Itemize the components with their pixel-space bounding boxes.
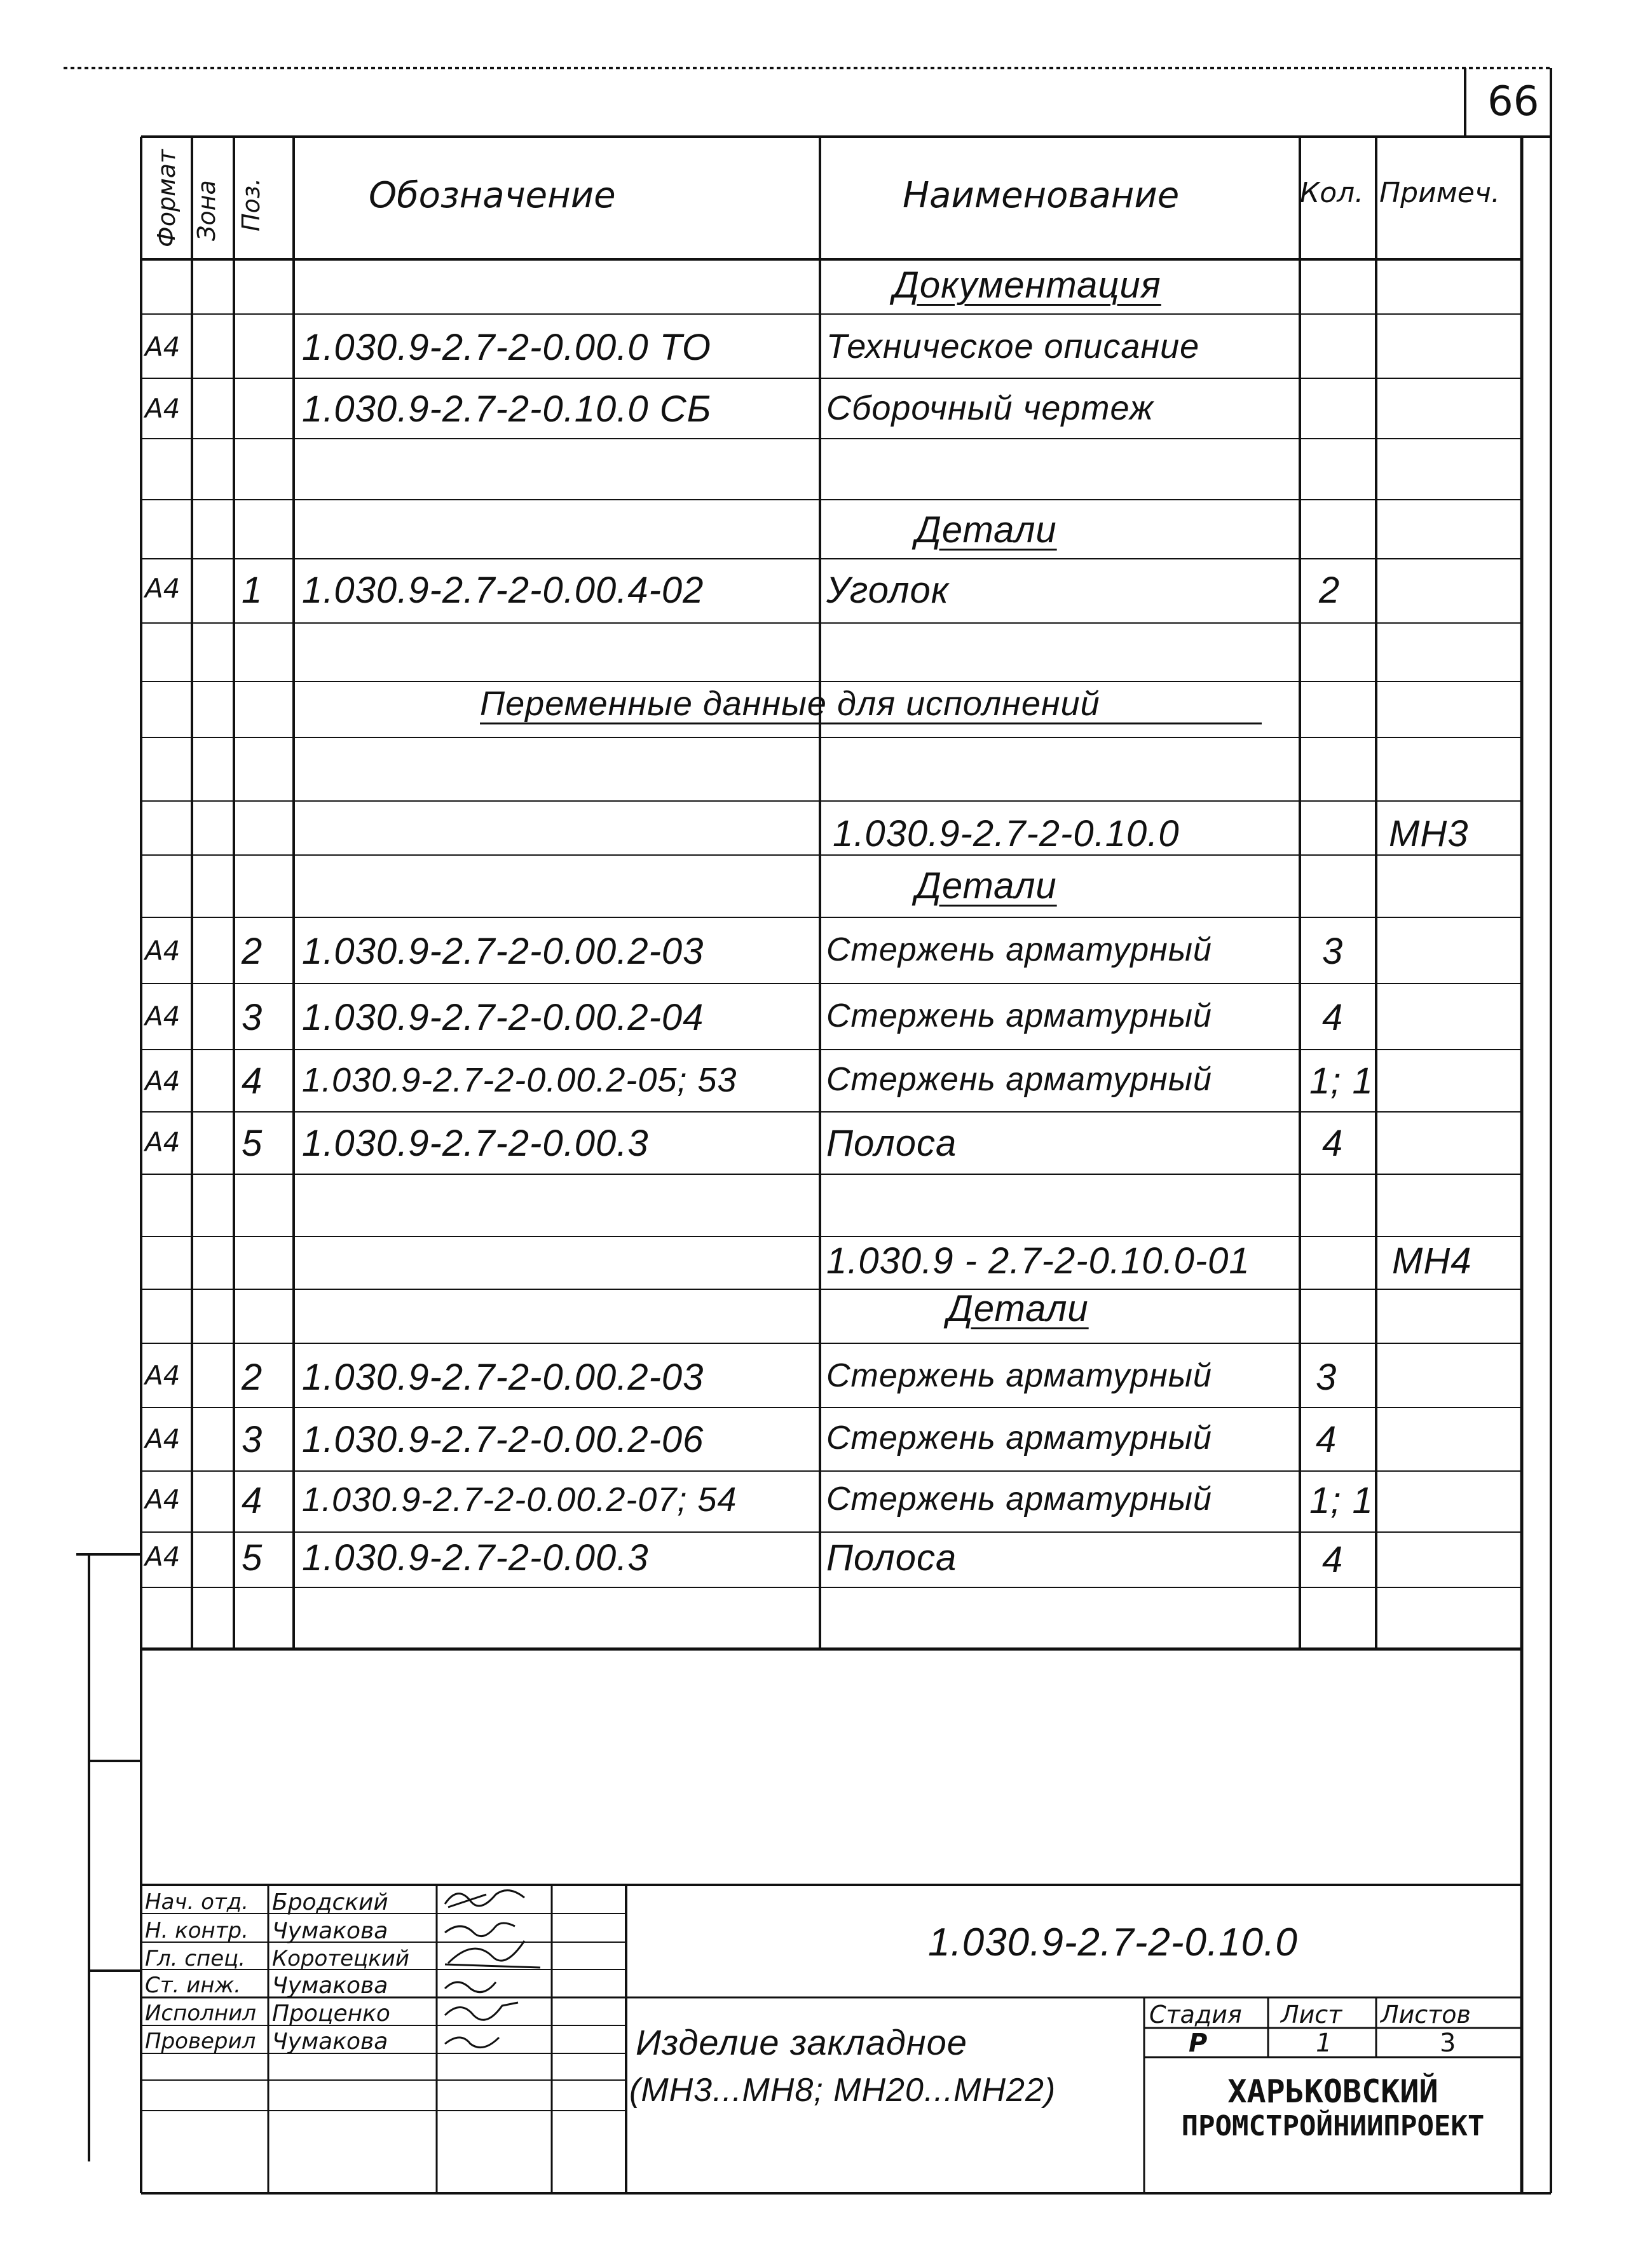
row-designation: 1.030.9-2.7-2-0.00.2-05; 53 [302,1061,737,1099]
organization-line-1: ХАРЬКОВСКИЙ [1227,2073,1438,2110]
header-note: Примеч. [1379,177,1500,209]
row-designation: 1.030.9-2.7-2-0.00.3 [302,1123,649,1164]
row-format: А4 [145,1001,181,1032]
row-format: А4 [145,1541,181,1572]
row-designation: 1.030.9-2.7-2-0.00.2-03 [302,1357,704,1398]
row-designation: 1.030.9-2.7-2-0.00.2-03 [302,931,704,972]
row-name: Полоса [826,1123,957,1164]
stamp-role: Проверил [145,2029,256,2054]
row-name: Стержень арматурный [826,1061,1212,1098]
row-format: А4 [145,1423,181,1455]
row-position: 5 [242,1537,263,1578]
header-zone: Зона [193,180,221,241]
variant-label: МН3 [1389,813,1469,854]
section-title: Переменные данные для исполнений [480,685,1100,723]
row-format: А4 [145,1484,181,1515]
sheets-value: 3 [1440,2029,1456,2058]
row-quantity: 4 [1322,1123,1344,1164]
stamp-role: Нач. отд. [145,1889,249,1915]
row-position: 1 [242,570,263,611]
row-name: Стержень арматурный [826,1357,1212,1394]
document-code: 1.030.9-2.7-2-0.10.0 [928,1921,1298,1964]
row-format: А4 [145,1065,181,1097]
stamp-name: Проценко [272,2001,390,2027]
row-designation: 1.030.9-2.7-2-0.00.2-04 [302,997,704,1038]
header-name: Наименование [903,175,1180,216]
section-title: Детали [915,865,1057,907]
sheet-label: Лист [1281,2001,1342,2029]
stage-label: Стадия [1149,2001,1242,2029]
row-format: А4 [145,331,181,362]
variant-code: 1.030.9 - 2.7-2-0.10.0-01 [826,1240,1250,1282]
header-qty: Кол. [1300,177,1364,209]
header-designation: Обозначение [369,175,616,216]
row-designation: 1.030.9-2.7-2-0.00.4-02 [302,570,704,611]
row-format: А4 [145,935,181,966]
row-name: Уголок [826,570,950,611]
header-format: Формат [153,149,181,247]
stage-value: Р [1189,2029,1208,2058]
stamp-name: Коротецкий [272,1946,409,1971]
row-position: 4 [242,1480,263,1521]
row-quantity: 1; 1 [1309,1060,1374,1102]
row-quantity: 2 [1319,570,1341,611]
variant-code: 1.030.9-2.7-2-0.10.0 [833,813,1180,854]
variant-label: МН4 [1392,1240,1472,1282]
row-designation: 1.030.9-2.7-2-0.10.0 СБ [302,388,712,430]
stamp-role: Гл. спец. [145,1946,246,1971]
row-quantity: 1; 1 [1309,1480,1374,1521]
row-name: Стержень арматурный [826,931,1212,968]
section-title: Документация [893,264,1161,306]
row-name: Стержень арматурный [826,1481,1212,1517]
row-name: Техническое описание [826,327,1200,366]
row-quantity: 4 [1316,1419,1337,1460]
row-designation: 1.030.9-2.7-2-0.00.2-07; 54 [302,1481,737,1519]
row-name: Стержень арматурный [826,1420,1212,1456]
row-position: 5 [242,1123,263,1164]
stamp-name: Чумакова [272,1918,388,1944]
row-position: 2 [242,931,263,972]
row-format: А4 [145,1360,181,1391]
stamp-name: Чумакова [272,1973,388,1999]
organization-line-2: ПРОМСТРОЙНИИПРОЕКТ [1181,2109,1485,2142]
stamp-role: Ст. инж. [145,1973,241,1998]
stamp-role: Исполнил [145,2001,256,2026]
row-name: Стержень арматурный [826,997,1212,1034]
row-quantity: 4 [1322,997,1344,1038]
stamp-name: Чумакова [272,2029,388,2055]
row-format: А4 [145,573,181,604]
row-position: 3 [242,997,263,1038]
row-format: А4 [145,1126,181,1158]
sheets-label: Листов [1381,2001,1471,2029]
stamp-role: Н. контр. [145,1918,249,1943]
row-name: Сборочный чертеж [826,389,1154,427]
section-title: Детали [947,1288,1089,1329]
organization-name [1144,2074,1522,2142]
row-name: Полоса [826,1537,957,1578]
stamp-name: Бродский [272,1889,388,1915]
product-subtitle: (МН3...МН8; МН20...МН22) [629,2072,1056,2109]
header-pos: Поз. [237,177,265,231]
row-quantity: 3 [1316,1357,1337,1398]
row-quantity: 3 [1322,931,1344,972]
page-number: 66 [1487,78,1539,125]
row-quantity: 4 [1322,1539,1344,1580]
section-title: Детали [915,509,1057,551]
row-designation: 1.030.9-2.7-2-0.00.3 [302,1537,649,1578]
product-title: Изделие закладное [636,2022,967,2062]
row-designation: 1.030.9-2.7-2-0.00.0 ТО [302,327,711,368]
row-position: 4 [242,1060,263,1102]
sheet-value: 1 [1316,2029,1332,2058]
row-designation: 1.030.9-2.7-2-0.00.2-06 [302,1419,704,1460]
row-format: А4 [145,393,181,424]
row-position: 2 [242,1357,263,1398]
row-position: 3 [242,1419,263,1460]
